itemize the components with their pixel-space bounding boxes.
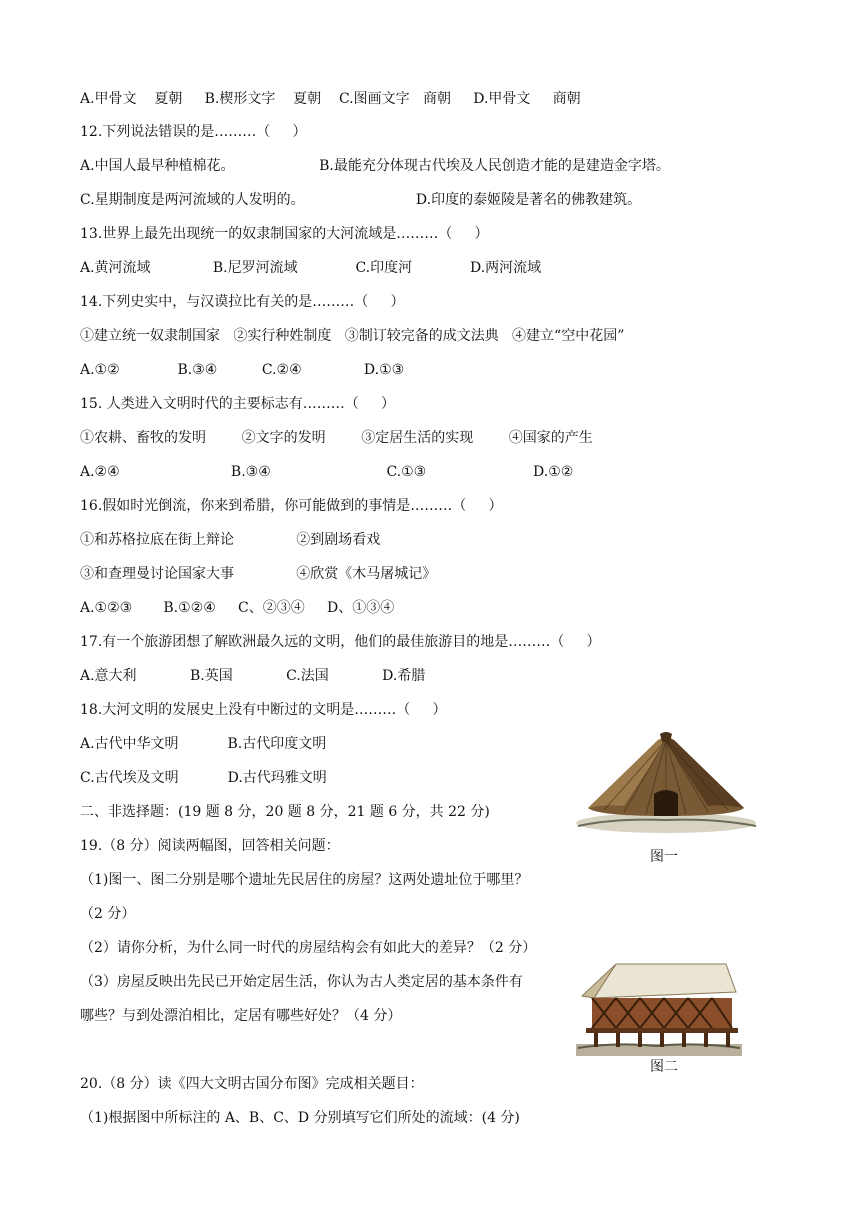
question-15: 15. 人类进入文明时代的主要标志有………（ ） xyxy=(80,396,395,412)
figure-2-caption: 图二 xyxy=(650,1059,678,1075)
q13-options: A.黄河流域 B.尼罗河流域 C.印度河 D.两河流域 xyxy=(80,260,542,276)
q17-options: A.意大利 B.英国 C.法国 D.希腊 xyxy=(80,668,426,684)
question-17: 17.有一个旅游团想了解欧洲最久远的文明，他们的最佳旅游目的地是………（ ） xyxy=(80,634,601,650)
q16-options: A.①②③ B.①②④ C、②③④ D、①③④ xyxy=(80,600,395,616)
q16-statements-34: ③和查理曼讨论国家大事 ④欣赏《木马屠城记》 xyxy=(80,566,437,582)
question-19: 19.（8 分）阅读两幅图，回答相关问题： xyxy=(80,838,340,854)
q18-options-ab: A.古代中华文明 B.古代印度文明 xyxy=(80,736,327,752)
q15-options: A.②④ B.③④ C.①③ D.①② xyxy=(80,464,574,480)
q12-options-cd: C.星期制度是两河流域的人发明的。 D.印度的泰姬陵是著名的佛教建筑。 xyxy=(80,192,642,208)
question-20: 20.（8 分）读《四大文明古国分布图》完成相关题目： xyxy=(80,1076,424,1092)
question-18: 18.大河文明的发展史上没有中断过的文明是………（ ） xyxy=(80,702,447,718)
figure-2-stilt-house-image xyxy=(576,956,742,1056)
q18-options-cd: C.古代埃及文明 D.古代玛雅文明 xyxy=(80,770,327,786)
q20-part1: （1)根据图中所标注的 A、B、C、D 分别填写它们所处的流域：(4 分) xyxy=(80,1110,520,1126)
q12-options-ab: A.中国人最早种植棉花。 B.最能充分体现古代埃及人民创造才能的是建造金字塔。 xyxy=(80,158,670,174)
question-13: 13.世界上最先出现统一的奴隶制国家的大河流域是………（ ） xyxy=(80,226,489,242)
q14-statements: ①建立统一奴隶制国家 ②实行种姓制度 ③制订较完备的成文法典 ④建立“空中花园” xyxy=(80,328,625,344)
q14-options: A.①② B.③④ C.②④ D.①③ xyxy=(80,362,405,378)
figure-1-caption: 图一 xyxy=(650,849,678,865)
question-12: 12.下列说法错误的是………（ ） xyxy=(80,124,307,140)
section-heading-nonchoice: 二、非选择题：(19 题 8 分，20 题 8 分，21 题 6 分，共 22 分) xyxy=(80,804,490,820)
question-16: 16.假如时光倒流，你来到希腊，你可能做到的事情是………（ ） xyxy=(80,498,503,514)
q19-part3-cont: 哪些？与到处漂泊相比，定居有哪些好处？（4 分） xyxy=(80,1008,402,1024)
answer-options-q11: A.甲骨文 夏朝 B.楔形文字 夏朝 C.图画文字 商朝 D.甲骨文 商朝 xyxy=(80,91,581,107)
figure-1-thatched-hut-image xyxy=(574,730,758,838)
q16-statements-12: ①和苏格拉底在街上辩论 ②到剧场看戏 xyxy=(80,532,381,548)
q19-part1: （1)图一、图二分别是哪个遗址先民居住的房屋？这两处遗址位于哪里？ xyxy=(80,872,529,888)
question-14: 14.下列史实中，与汉谟拉比有关的是………（ ） xyxy=(80,294,405,310)
q19-part2: （2）请你分析，为什么同一时代的房屋结构会有如此大的差异？（2 分） xyxy=(80,940,537,956)
q19-part1-score: （2 分） xyxy=(80,906,136,922)
q15-statements: ①农耕、畜牧的发明 ②文字的发明 ③定居生活的实现 ④国家的产生 xyxy=(80,430,593,446)
q19-part3: （3）房屋反映出先民已开始定居生活，你认为古人类定居的基本条件有 xyxy=(80,974,523,990)
